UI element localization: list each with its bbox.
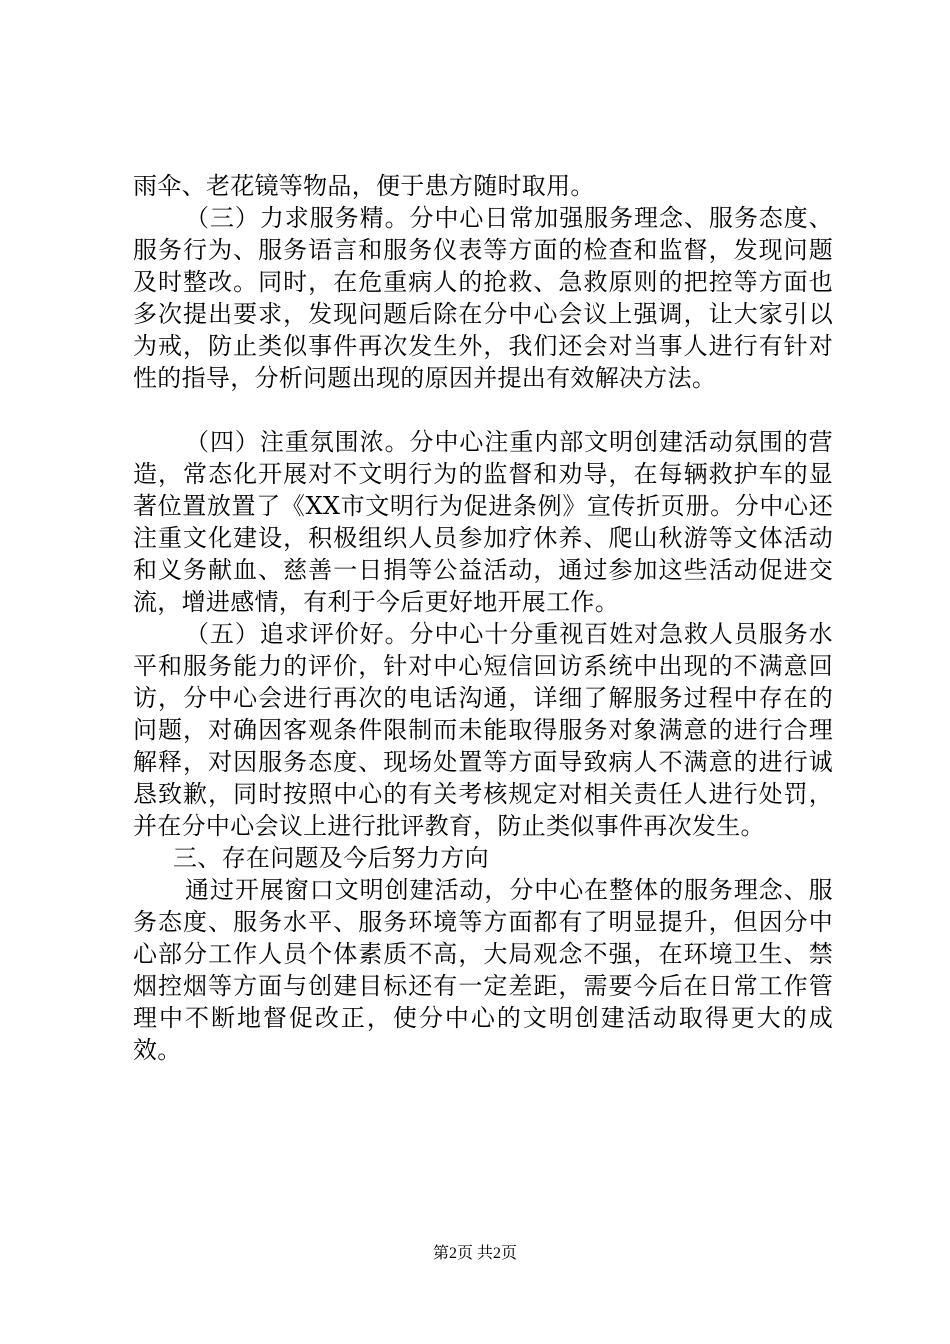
- paragraph-section-three: （三）力求服务精。分中心日常加强服务理念、服务态度、服务行为、服务语言和服务仪表等方面的检查和监督，发现问题及时整改。同时，在危重病人的抢救、急救原则的把控等方面也多次提出要求，发现问题后除在分中心会议上强调，让大家引以为戒，防止类似事件再次发生外，我们还会对当事人进行有针对性的指导，分析问题出现的原因并提出有效解决方法。: [133, 204, 833, 392]
- paragraph-section-five: （五）追求评价好。分中心十分重视百姓对急救人员服务水平和服务能力的评价，针对中心短信回访系统中出现的不满意回访，分中心会进行再次的电话沟通，详细了解服务过程中存在的问题，对确因客观条件限制而未能取得服务对象满意的进行合理解释，对因服务态度、现场处置等方面导致病人不满意的进行诚恳致歉，同时按照中心的有关考核规定对相关责任人进行处罚，并在分中心会议上进行批评教育，防止类似事件再次发生。: [133, 620, 833, 840]
- paragraph-conclusion: 通过开展窗口文明创建活动，分中心在整体的服务理念、服务态度、服务水平、服务环境等方面都有了明显提升，但因分中心部分工作人员个体素质不高，大局观念不强，在环境卫生、禁烟控烟等方面与创建目标还有一定差距，需要今后在日常工作管理中不断地督促改正，使分中心的文明创建活动取得更大的成效。: [133, 876, 833, 1064]
- paragraph-continuation: 雨伞、老花镜等物品，便于患方随时取用。: [133, 172, 595, 200]
- page-footer: 第2页 共2页: [432, 1245, 517, 1262]
- document-body: [133, 170, 833, 1066]
- section-heading: 三、存在问题及今后努力方向: [173, 844, 489, 872]
- paragraph-section-four: （四）注重氛围浓。分中心注重内部文明创建活动氛围的营造，常态化开展对不文明行为的监督和劝导，在每辆救护车的显著位置放置了《XX市文明行为促进条例》宣传折页册。分中心还注重文化建设，积极组织人员参加疗休养、爬山秋游等文体活动和义务献血、慈善一日捐等公益活动，通过参加这些活动促进交流，增进感情，有利于今后更好地开展工作。: [133, 428, 833, 616]
